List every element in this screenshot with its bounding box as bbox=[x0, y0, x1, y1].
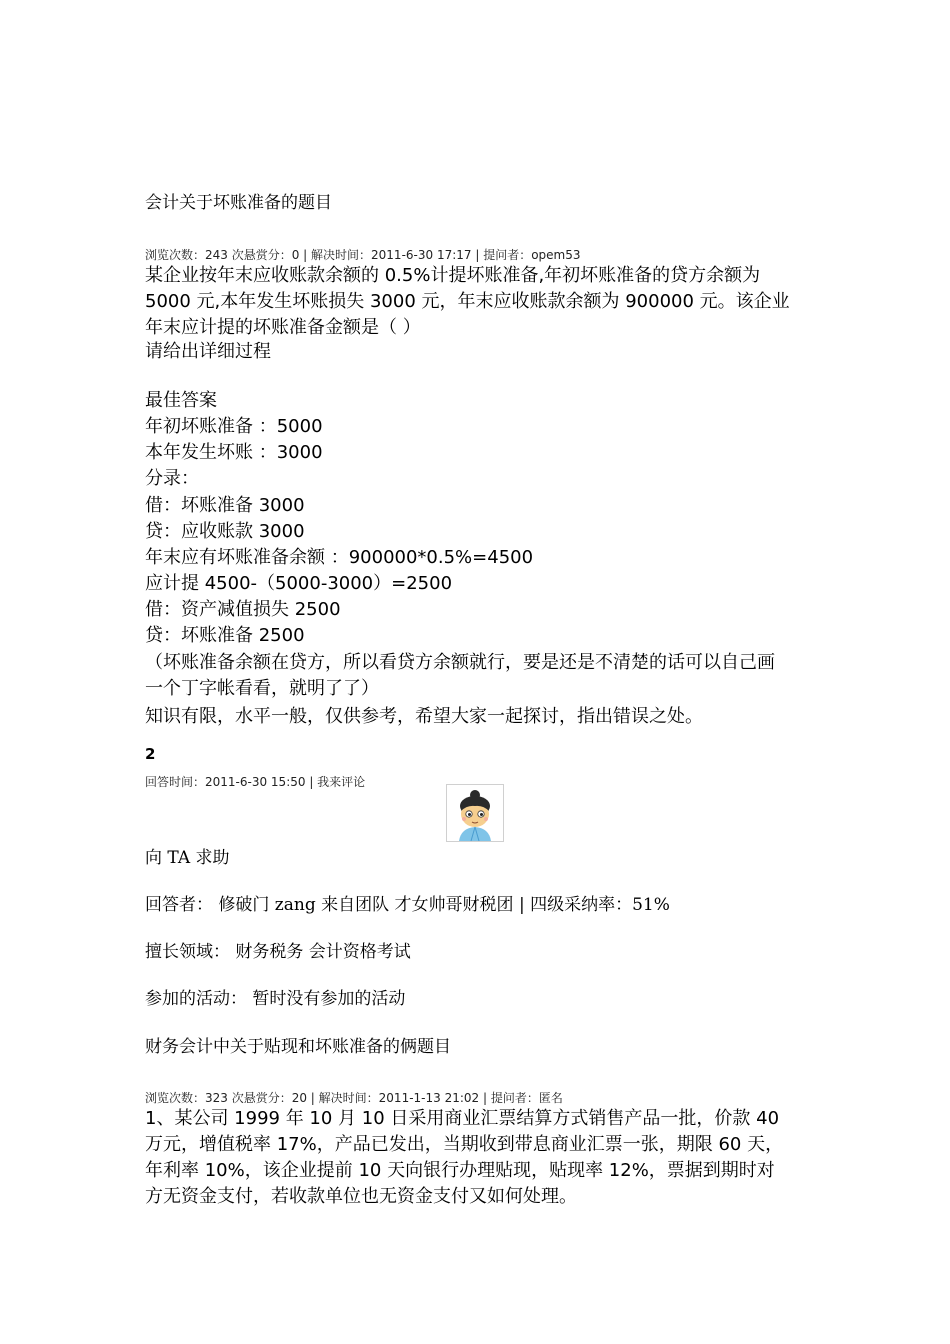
question2-body-line: 万元，增值税率 17%，产品已发出，当期收到带息商业汇票一张，期限 60 天， bbox=[145, 1134, 784, 1155]
question2-meta: 浏览次数：323 次悬赏分：20 | 解决时间：2011-1-13 21:02 | 提问者：匿名 bbox=[145, 1091, 563, 1105]
best-answer-heading: 最佳答案 bbox=[145, 390, 217, 411]
question-title: 会计关于坏账准备的题目 bbox=[145, 193, 332, 213]
question-body-line: 请给出详细过程 bbox=[145, 341, 271, 362]
answer-line: 年末应有坏账准备余额 ：900000*0.5%=4500 bbox=[145, 547, 534, 568]
answerer-avatar[interactable] bbox=[446, 784, 504, 842]
question-body-line: 5000 元,本年发生坏账损失 3000 元，年末应收账款余额为 900000 元。该企业 bbox=[145, 291, 790, 312]
answer-line: 知识有限，水平一般，仅供参考，希望大家一起探讨，指出错误之处。 bbox=[145, 706, 703, 727]
answer-line: （坏账准备余额在贷方，所以看贷方余额就行，要是还是不清楚的话可以自己画 bbox=[145, 652, 775, 673]
answer-number: 2 bbox=[145, 745, 156, 763]
question2-body-line: 方无资金支付，若收款单位也无资金支付又如何处理。 bbox=[145, 1186, 577, 1207]
answer-line: 贷：坏账准备 2500 bbox=[145, 625, 305, 646]
ask-ta-link[interactable]: 向 TA 求助 bbox=[145, 848, 230, 868]
answer-line: 借：资产减值损失 2500 bbox=[145, 599, 341, 620]
cartoon-avatar-icon bbox=[447, 785, 503, 841]
question-meta: 浏览次数：243 次悬赏分：0 | 解决时间：2011-6-30 17:17 | 提问者：opem53 bbox=[145, 248, 581, 262]
question2-title: 财务会计中关于贴现和坏账准备的俩题目 bbox=[145, 1037, 451, 1057]
answer-line: 分录： bbox=[145, 468, 199, 489]
answer-line: 贷：应收账款 3000 bbox=[145, 521, 305, 542]
question-body-line: 某企业按年末应收账款余额的 0.5%计提坏账准备,年初坏账准备的贷方余额为 bbox=[145, 265, 761, 286]
activities-info: 参加的活动： 暂时没有参加的活动 bbox=[145, 989, 406, 1009]
answer-time-meta[interactable]: 回答时间：2011-6-30 15:50 | 我来评论 bbox=[145, 775, 366, 789]
answer-line: 应计提 4500-（5000-3000）=2500 bbox=[145, 573, 453, 594]
answer-line: 年初坏账准备 ：5000 bbox=[145, 416, 323, 437]
answer-line: 本年发生坏账 ：3000 bbox=[145, 442, 323, 463]
expertise-info: 擅长领域： 财务税务 会计资格考试 bbox=[145, 942, 411, 962]
answerer-info: 回答者： 修破门 zang 来自团队 才女帅哥财税团 | 四级采纳率：51% bbox=[145, 895, 670, 915]
question-body-line: 年末应计提的坏账准备金额是（ ） bbox=[145, 317, 421, 338]
answer-line: 一个丁字帐看看，就明了了） bbox=[145, 678, 379, 699]
question2-body-line: 1、某公司 1999 年 10 月 10 日采用商业汇票结算方式销售产品一批，价款 40 bbox=[145, 1108, 780, 1129]
answer-line: 借：坏账准备 3000 bbox=[145, 495, 305, 516]
question2-body-line: 年利率 10%，该企业提前 10 天向银行办理贴现，贴现率 12%，票据到期时对 bbox=[145, 1160, 775, 1181]
